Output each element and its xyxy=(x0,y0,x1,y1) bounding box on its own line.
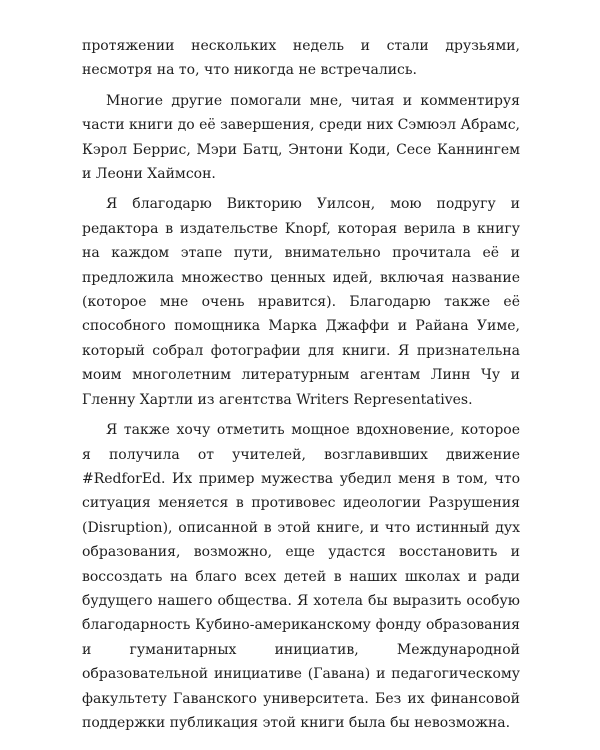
paragraph-editor: Я благодарю Викторию Уилсон, мою подругу и редактора в издательстве Knopf, которая верила в книгу на каждом этапе пути, внимательно прочитала её и предложила множество ценных идей, включая название (которое мне очень нравится). Благодарю также её способного помощника Марка Джаффи и Райана Уиме, который собрал фотографии для книги. Я признательна моим многолетним литературным агентам Линн Чу и Гленну Хартли из агентства Writers Representatives. xyxy=(82,196,520,408)
paragraph-reviewers: Многие другие помогали мне, читая и комментируя части книги до её завершения, среди них Сэмюэл Абрамс, Кэрол Беррис, Мэри Батц, Энтони Коди, Сесе Каннингем и Леони Хаймсон. xyxy=(82,92,520,183)
document-page xyxy=(82,34,520,741)
paragraph-teachers: Я также хочу отметить мощное вдохновение, которое я получила от учителей, возглавивших движение #RedforEd. Их пример мужества убедил меня в том, что ситуация меняется в противовес идеологии Разрушения (Disruption), описанной в этой книге, и что истинный дух образования, возможно, еще удастся восстановить и воссоздать на благо всех детей в наших школах и ради будущего нашего общества. Я хотела бы выразить особую благодарность Кубино-американскому фонду образования и гуманитарных инициатив, Международной образовательной инициативе (Гавана) и педагогическому факультету Гаванского университета. Без их финансовой поддержки публикация этой книги была бы невозможна. xyxy=(82,422,520,731)
paragraph-continuation: протяжении нескольких недель и стали друзьями, несмотря на то, что никогда не встречались. xyxy=(82,38,520,79)
